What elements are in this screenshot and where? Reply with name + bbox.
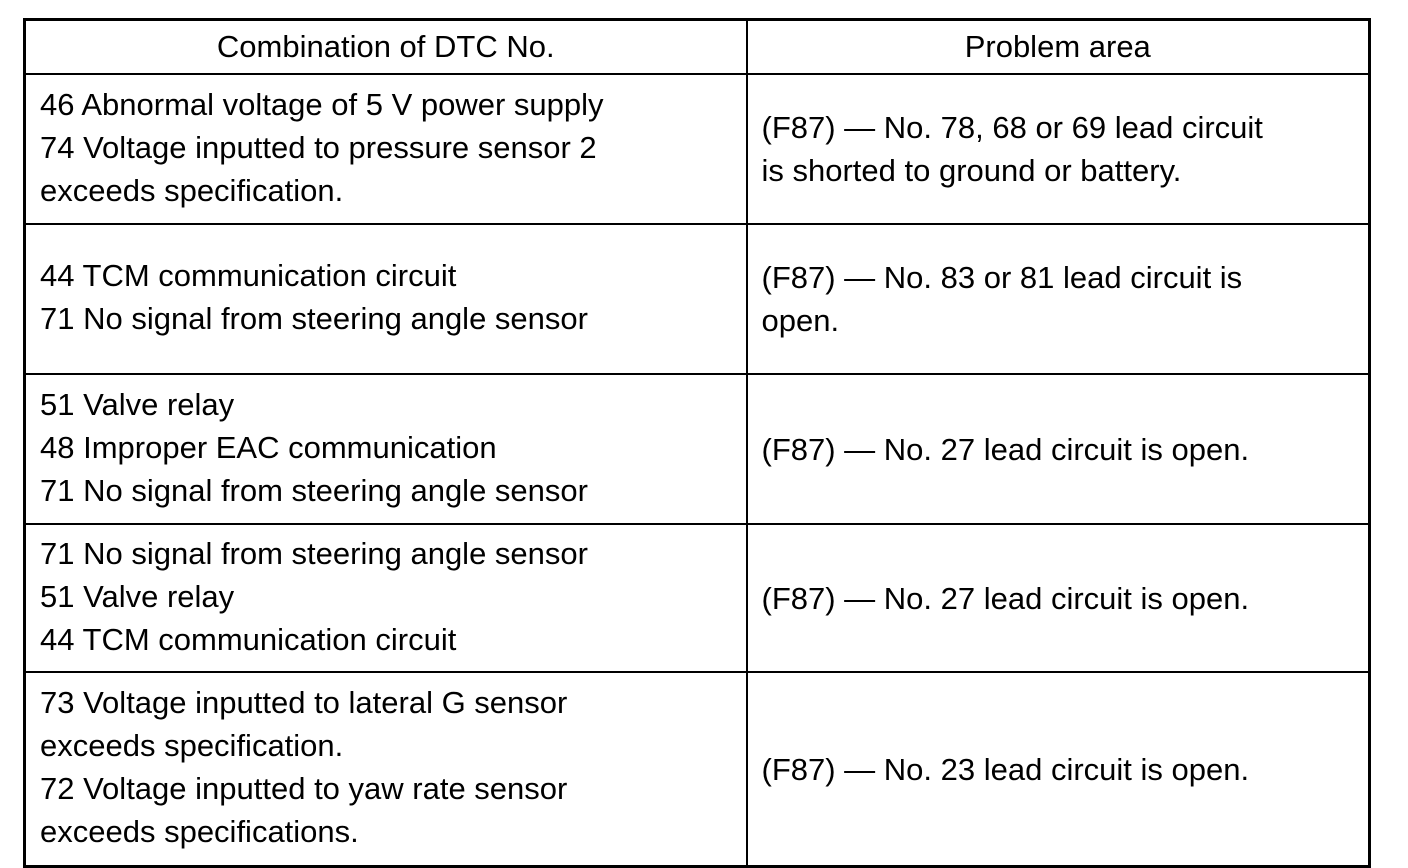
combination-line: 51 Valve relay	[40, 578, 235, 614]
problem-line: is shorted to ground or battery.	[761, 153, 1182, 188]
table-row	[25, 672, 1370, 867]
combination-line: 71 No signal from steering angle sensor	[40, 535, 588, 571]
problem-line: (F87) — No. 27 lead circuit is open.	[761, 431, 1250, 467]
problem-line: (F87) — No. 83 or 81 lead circuit is	[761, 260, 1243, 295]
table-row	[25, 374, 1370, 524]
combination-cell	[25, 224, 747, 374]
combination-line: exceeds specification.	[40, 728, 344, 763]
table-row	[25, 74, 1370, 224]
combination-line: 48 Improper EAC communication	[40, 429, 497, 465]
combination-line: 73 Voltage inputted to lateral G sensor	[40, 685, 568, 720]
combination-line: 71 No signal from steering angle sensor	[40, 301, 588, 336]
header-row	[25, 20, 1370, 75]
table-row	[25, 224, 1370, 374]
problem-cell	[747, 74, 1370, 224]
combination-cell	[25, 374, 747, 524]
problem-line: open.	[761, 303, 840, 338]
header-combination: Combination of DTC No.	[25, 20, 747, 75]
problem-cell	[747, 672, 1370, 867]
table-row	[25, 524, 1370, 672]
combination-line: 74 Voltage inputted to pressure sensor 2	[40, 129, 597, 165]
problem-line: (F87) — No. 78, 68 or 69 lead circuit	[761, 110, 1263, 145]
dtc-combination-table	[23, 18, 1371, 868]
combination-line: exceeds specification.	[40, 172, 344, 208]
combination-line: 51 Valve relay	[40, 386, 235, 422]
problem-line: (F87) — No. 27 lead circuit is open.	[761, 580, 1250, 616]
problem-line: (F87) — No. 23 lead circuit is open.	[761, 751, 1250, 787]
problem-cell	[747, 374, 1370, 524]
combination-line: 71 No signal from steering angle sensor	[40, 472, 588, 508]
combination-line: exceeds specifications.	[40, 814, 359, 849]
problem-cell	[747, 224, 1370, 374]
problem-cell	[747, 524, 1370, 672]
header-problem-area: Problem area	[747, 20, 1370, 75]
combination-line: 44 TCM communication circuit	[40, 621, 457, 657]
combination-cell	[25, 672, 747, 867]
combination-line: 44 TCM communication circuit	[40, 258, 457, 293]
combination-line: 72 Voltage inputted to yaw rate sensor	[40, 771, 568, 806]
combination-cell	[25, 524, 747, 672]
combination-cell	[25, 74, 747, 224]
combination-line: 46 Abnormal voltage of 5 V power supply	[40, 86, 604, 122]
